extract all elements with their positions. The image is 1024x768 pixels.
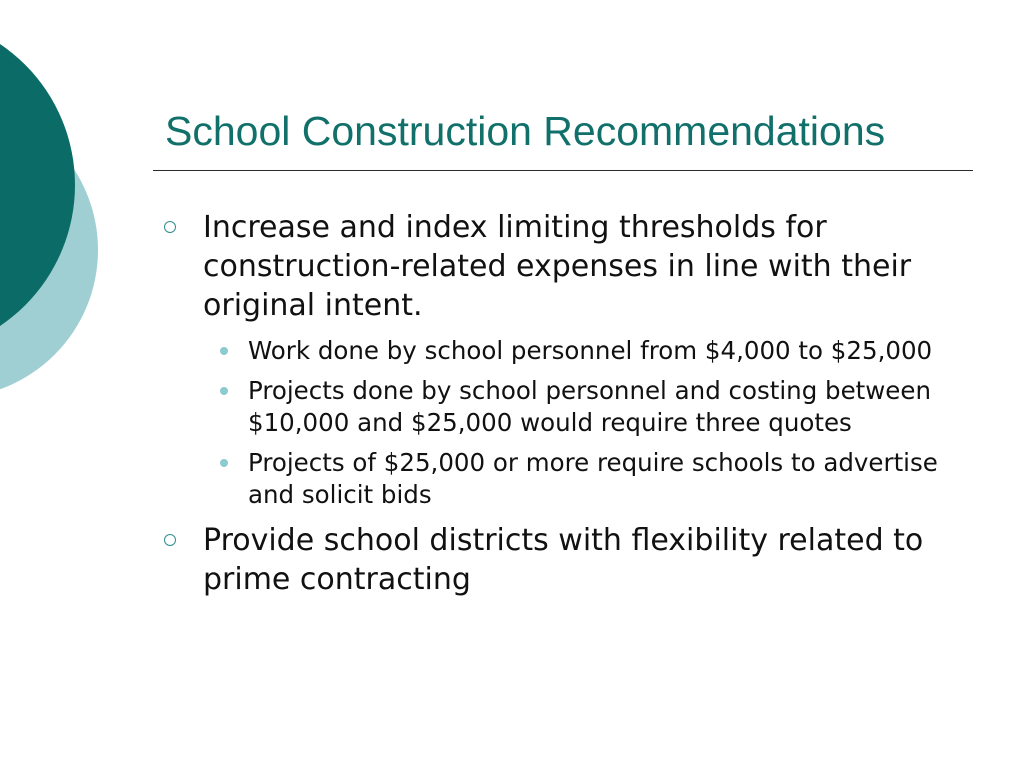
bullet-item bbox=[163, 208, 963, 511]
hollow-circle-bullet-icon bbox=[164, 221, 176, 233]
title-divider bbox=[153, 170, 973, 171]
sub-bullet-item bbox=[203, 375, 963, 439]
slide-title: School Construction Recommendations bbox=[165, 108, 886, 154]
hollow-circle-bullet-icon bbox=[164, 534, 176, 546]
dot-bullet-icon bbox=[220, 459, 228, 467]
dot-bullet-icon bbox=[220, 347, 228, 355]
sub-bullet-item bbox=[203, 447, 963, 511]
bullet-text: Increase and index limiting thresholds for construction-related expenses in line with their original intent. bbox=[203, 210, 912, 323]
bullet-list bbox=[163, 208, 963, 599]
decorative-circles bbox=[0, 0, 120, 420]
sub-bullet-text: Work done by school personnel from $4,000 to $25,000 bbox=[248, 336, 933, 365]
sub-bullet-text: Projects of $25,000 or more require schools to advertise and solicit bids bbox=[248, 448, 938, 509]
sub-bullet-list bbox=[203, 335, 963, 511]
bullet-text: Provide school districts with flexibility related to prime contracting bbox=[203, 523, 924, 597]
bullet-item bbox=[163, 521, 963, 599]
sub-bullet-text: Projects done by school personnel and costing between $10,000 and $25,000 would require three quotes bbox=[248, 376, 931, 437]
sub-bullet-item bbox=[203, 335, 963, 367]
dot-bullet-icon bbox=[220, 387, 228, 395]
